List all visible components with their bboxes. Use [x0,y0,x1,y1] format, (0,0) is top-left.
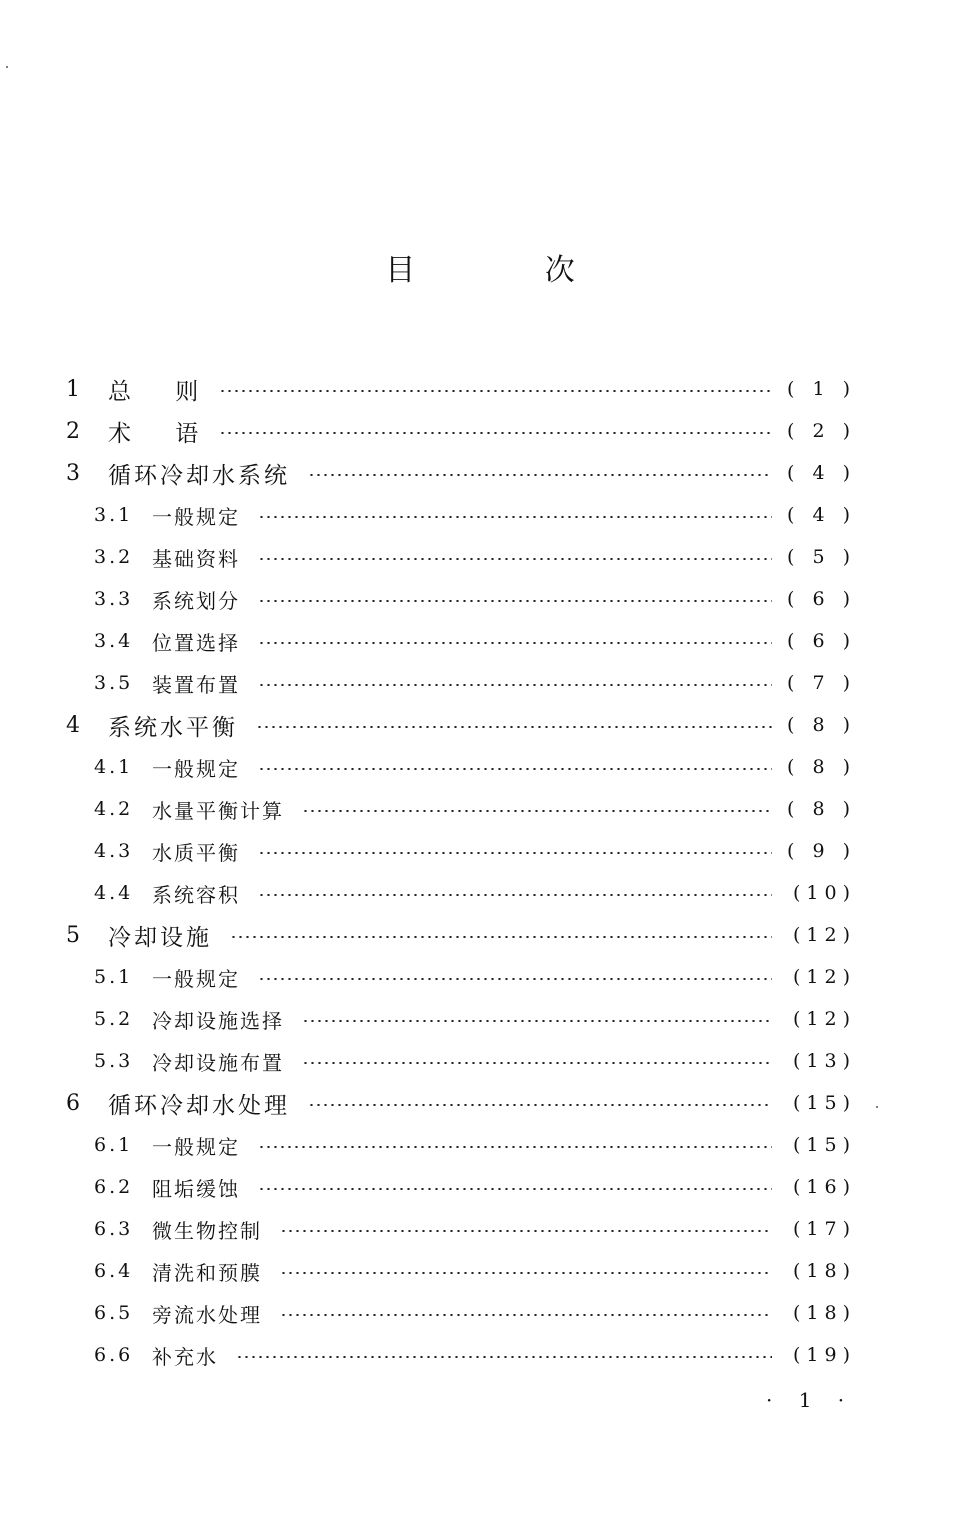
toc-entry[interactable] [66,956,856,998]
toc-entry[interactable] [66,1334,856,1376]
dot-leader [308,474,772,476]
toc-entry[interactable] [66,872,856,914]
dot-leader [258,558,772,560]
toc-entry-page: ( 8 ) [787,714,856,736]
toc-entry[interactable] [66,368,856,410]
toc-entry-number: 4 [66,712,80,738]
toc-entry-number: 5.3 [94,1050,134,1072]
toc-entry-title: 冷却设施布置 [152,1050,284,1075]
toc-entry-title: 系统水平衡 [108,714,238,741]
toc-entry-page: (18) [792,1302,856,1324]
dot-leader [302,1020,772,1022]
toc-entry-number: 3.5 [94,672,134,694]
toc-entry-page: ( 4 ) [787,504,856,526]
dot-leader [258,642,772,644]
dot-leader [302,810,772,812]
scan-speck [6,66,8,68]
toc-entry-page: ( 2 ) [787,420,856,442]
toc-entry[interactable] [66,662,856,704]
toc-entry-title: 总 则 [108,378,202,405]
dot-leader [258,516,772,518]
toc-entry-number: 6 [66,1090,80,1116]
toc-entry-page: (15) [792,1134,856,1156]
dot-leader [280,1230,772,1232]
dot-leader [219,390,772,392]
toc-entry-title: 旁流水处理 [152,1302,262,1327]
dot-leader [258,684,772,686]
toc-entry-page: ( 5 ) [787,546,856,568]
toc-entry-page: ( 7 ) [787,672,856,694]
toc-entry-title: 术 语 [108,420,202,447]
toc-entry[interactable] [66,1208,856,1250]
toc-entry[interactable] [66,452,856,494]
toc-entry[interactable] [66,578,856,620]
toc-entry[interactable] [66,620,856,662]
toc-entry[interactable] [66,746,856,788]
toc-entry-page: ( 9 ) [787,840,856,862]
toc-entry-number: 6.1 [94,1134,134,1156]
dot-leader [258,894,772,896]
toc-entry-title: 冷却设施选择 [152,1008,284,1033]
toc-entry-number: 5.2 [94,1008,134,1030]
toc-entry[interactable] [66,410,856,452]
toc-entry-page: ( 8 ) [787,798,856,820]
toc-entry[interactable] [66,704,856,746]
toc-entry[interactable] [66,1040,856,1082]
toc-entry-page: (15) [792,1092,856,1114]
toc-entry-number: 6.3 [94,1218,134,1240]
toc-entry-title: 位置选择 [152,630,240,655]
toc-entry-number: 3.2 [94,546,134,568]
toc-entry-page: (12) [792,1008,856,1030]
toc-entry-number: 2 [66,418,80,444]
dot-leader [302,1062,772,1064]
scan-speck [876,1106,878,1108]
dot-leader [258,852,772,854]
dot-leader [256,726,772,728]
toc-entry-number: 4.2 [94,798,134,820]
toc-entry-page: (18) [792,1260,856,1282]
toc-entry-number: 6.5 [94,1302,134,1324]
dot-leader [308,1104,772,1106]
page-number: · 1 · [766,1388,855,1412]
toc-entry-title: 一般规定 [152,1134,240,1159]
toc-entry-page: (19) [792,1344,856,1366]
toc-entry-number: 5.1 [94,966,134,988]
toc-entry-title: 一般规定 [152,504,240,529]
dot-leader [280,1272,772,1274]
toc-entry[interactable] [66,788,856,830]
toc-entry-number: 4.4 [94,882,134,904]
toc-entry-page: (13) [792,1050,856,1072]
toc-entry-number: 3.4 [94,630,134,652]
toc-entry-title: 循环冷却水处理 [108,1092,290,1119]
dot-leader [258,1188,772,1190]
toc-entry-title: 阻垢缓蚀 [152,1176,240,1201]
toc-entry-title: 一般规定 [152,966,240,991]
toc-entry-title: 补充水 [152,1344,218,1369]
toc-entry-page: (12) [792,924,856,946]
toc-entry-title: 系统容积 [152,882,240,907]
toc-entry-title: 系统划分 [152,588,240,613]
toc-entry-page: (10) [792,882,856,904]
toc-entry-number: 6.6 [94,1344,134,1366]
dot-leader [219,432,772,434]
toc-entry-page: ( 4 ) [787,462,856,484]
dot-leader [258,600,772,602]
toc-entry[interactable] [66,1292,856,1334]
toc-entry[interactable] [66,536,856,578]
dot-leader [230,936,772,938]
toc-entry-number: 6.4 [94,1260,134,1282]
toc-entry-page: (12) [792,966,856,988]
toc-entry-page: (17) [792,1218,856,1240]
toc-entry[interactable] [66,830,856,872]
dot-leader [258,978,772,980]
toc-entry-title: 清洗和预膜 [152,1260,262,1285]
toc-entry-title: 水量平衡计算 [152,798,284,823]
toc-entry[interactable] [66,1082,856,1124]
dot-leader [258,768,772,770]
toc-entry[interactable] [66,998,856,1040]
toc-entry-number: 3.1 [94,504,134,526]
dot-leader [280,1314,772,1316]
toc-entry-number: 3.3 [94,588,134,610]
toc-entry-title: 基础资料 [152,546,240,571]
toc-entry-number: 4.1 [94,756,134,778]
toc-entry-page: (16) [792,1176,856,1198]
toc-entry[interactable] [66,1166,856,1208]
table-of-contents [66,368,856,1376]
dot-leader [236,1356,772,1358]
toc-entry-number: 3 [66,460,80,486]
dot-leader [258,1146,772,1148]
toc-entry-page: ( 6 ) [787,630,856,652]
toc-entry-page: ( 8 ) [787,756,856,778]
toc-entry-title: 冷却设施 [108,924,212,951]
toc-entry[interactable] [66,914,856,956]
toc-entry[interactable] [66,494,856,536]
toc-entry[interactable] [66,1124,856,1166]
toc-entry-number: 5 [66,922,80,948]
toc-entry-title: 一般规定 [152,756,240,781]
toc-entry-title: 微生物控制 [152,1218,262,1243]
toc-entry[interactable] [66,1250,856,1292]
toc-entry-number: 4.3 [94,840,134,862]
toc-entry-page: ( 6 ) [787,588,856,610]
toc-entry-number: 1 [66,376,80,402]
toc-entry-title: 水质平衡 [152,840,240,865]
toc-entry-title: 装置布置 [152,672,240,697]
toc-entry-page: ( 1 ) [787,378,856,400]
toc-entry-number: 6.2 [94,1176,134,1198]
toc-entry-title: 循环冷却水系统 [108,462,290,489]
page-title: 目 次 [385,253,635,288]
